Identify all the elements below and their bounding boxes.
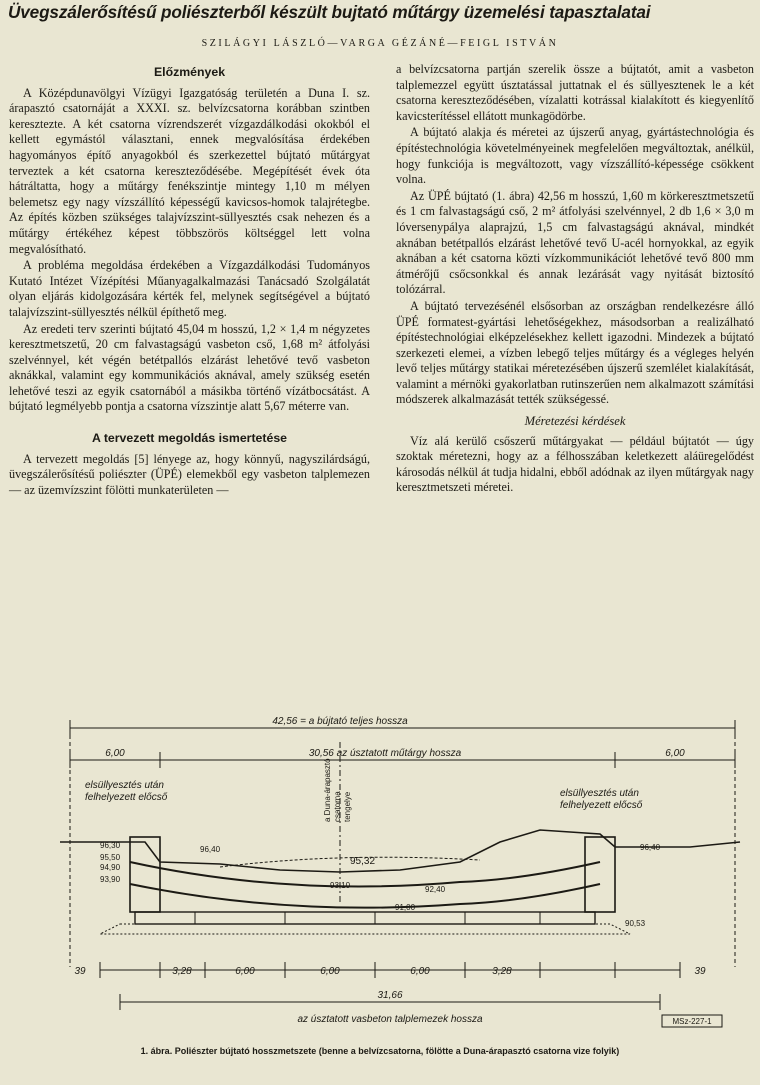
right-shaft [585, 837, 615, 912]
level-9053: 90,53 [625, 919, 646, 928]
paragraph: Az ÜPÉ bújtató (1. ábra) 42,56 m hosszú, 1,60 m körkeresztmetszetű és 1 cm falvastagságú cső, 2 m² átfolyási szelvénnyel, 2 db 1,6 × 3,0 m lóversenypálya alaprajzú, 1,5 cm falvastagságú aknával, mindkét aknában betétpallós elzárást lehetővé tevő U-acél hornyokkal, az egyik aknában a két csatorna közti vízkommunikációt lehetővé tevő 800 mm átmérőjű csőcsonkkal és annak lezárását vagy nyitását biztosító tolózárral. [396, 188, 754, 297]
paragraph: Az eredeti terv szerinti bújtató 45,04 m hosszú, 1,2 × 1,4 m négyzetes keresztmetszetű, 20 cm falvastagságú vasbeton cső, 1,68 m² átfolyási szelvénnyel, két végén betétpallós elzárást lehetővé tevő vasbeton aknákkal, valamint egy kommunikációs aknával, amely szükség esetén lehetővé teszi az egyik csatornából a másikba történő vízátbocsátást. A bújtató legmélyebb pontja a csatorna vízszintje alatt 5,67 méterre van. [9, 321, 370, 414]
paragraph: A probléma megoldása érdekében a Vízgazdálkodási Tudományos Kutató Intézet Vízépítési Műanyagalkalmazási Tanácsadó Szolgálatát olyan eljárás kidolgozására kérték fel, melynek segítségével a bújtató talajvízszint-süllyesztés nélkül építhető meg. [9, 258, 370, 319]
ground-profile [60, 830, 740, 872]
paragraph: a belvízcsatorna partján szerelik össze a bújtatót, amit a vasbeton talplemezzel együtt úsztatással juttatnak el és süllyesztenek le a két csatorna kereszteződésében, vízalatti kotrással kialakított és kiegyenlítő kavicsterítéssel ellátott munkagödörbe. [396, 62, 754, 123]
heading-elozmenyek: Előzmények [153, 65, 226, 79]
level-9390: 93,90 [100, 875, 121, 884]
figure-caption: 1. ábra. Poliészter bújtató hosszmetszete (benne a belvízcsatorna, fölötte a Duna-árapasztó csatorna vize folyik) [140, 1046, 620, 1056]
dim-segment-6: 3,28 [492, 966, 512, 977]
level-9640-right: 96,40 [640, 843, 661, 852]
paragraph: Víz alá kerülő csőszerű műtárgyakat — például bújtatót — úgy szoktak méretezni, hogy az a félhosszában keletkezett aláüregelődést károsodás nélkül át tudja hidalni, ebből adódnak az ilyen műtárgyak nagy keresztmetszeti méretei. [396, 433, 754, 495]
axis-label-3: tengelye [343, 791, 352, 822]
article-title: Üvegszálerősítésű poliészterből készült bujtató műtárgy üzemelési tapasztalatai [8, 2, 651, 22]
dim-segment-5: 6,00 [410, 966, 430, 977]
level-9310: 93,10 [330, 881, 351, 890]
level-9532: 95,32 [350, 856, 376, 867]
label-floated-length: 30,56 az úsztatott műtárgy hossza [308, 748, 462, 759]
base-plate [135, 912, 595, 924]
label-plate-caption: az úsztatott vasbeton talplemezek hossza [297, 1014, 483, 1025]
paragraph: A tervezett megoldás [5] lényege az, hogy könnyű, nagyszilárdságú, üvegszálerősítésű poliészter (ÜPÉ) elemekből egy vasbeton talplemezen — az üzemvízszint fölötti munkaterületen — [9, 451, 370, 497]
label-total-length: 42,56 = a bújtató teljes hossza [272, 716, 408, 727]
authors: SZILÁGYI LÁSZLÓ—VARGA GÉZÁNÉ—FEIGL ISTVÁN [201, 38, 559, 49]
section-drawing [40, 712, 760, 1042]
heading-meretezesi: Méretezési kérdések [524, 414, 626, 429]
paragraph: A bújtató alakja és méretei az újszerű anyag, gyártástechnológia és építéstechnológia követelményeinek megfelelően megváltoztak, anélkül, hogy funkciója is megváltozott, vagy vízszállító-képessége csökkent volna. [396, 125, 754, 187]
level-9490: 94,90 [100, 863, 121, 872]
left-note-line1: elsüllyesztés után [85, 780, 164, 791]
right-column [396, 62, 754, 497]
dim-segment-3: 6,00 [235, 966, 255, 977]
level-9630: 96,30 [100, 841, 121, 850]
label-plate-length: 31,66 [377, 990, 403, 1001]
dim-segment-1: 39 [74, 966, 86, 977]
left-note-line2: felhelyezett előcső [85, 792, 168, 803]
pipe-bottom [130, 884, 600, 908]
heading-megoldas: A tervezett megoldás ismertetése [91, 431, 287, 446]
figure-longitudinal-section [40, 712, 760, 1042]
label-left-end: 6,00 [105, 748, 125, 759]
left-shaft [130, 837, 160, 912]
dim-segment-2: 3,28 [172, 966, 192, 977]
dim-segment-7: 39 [694, 966, 706, 977]
level-9640-left: 96,40 [200, 845, 221, 854]
dim-segment-4: 6,00 [320, 966, 340, 977]
stamp-label: MSz-227-1 [672, 1017, 712, 1026]
left-column [9, 62, 370, 499]
level-9550: 95,50 [100, 853, 121, 862]
paragraph: A bújtató tervezésénél elsősorban az országban rendelkezésre álló ÜPÉ formatest-gyártási lehetőségekhez, másodsorban a realizálható építéstechnológiai elképzelésekhez kellett igazodni. Mindezek a bújtató szerkezeti elemei, a vízben lebegő teljes műtárgy és a végleges helyén levő teljes műtárgy statikai méretezésében újszerű szemlélet kialakítását, valamint a mérnöki gyakorlatban rutinszerűen nem alkalmazott számítási módszerek alkalmazását tették szükségessé. [396, 298, 754, 407]
level-9100: 91,00 [395, 903, 416, 912]
right-note-line2: felhelyezett előcső [560, 800, 643, 811]
right-note-line1: elsüllyesztés után [560, 788, 639, 799]
level-9240: 92,40 [425, 885, 446, 894]
paragraph: A Középdunavölgyi Vízügyi Igazgatóság területén a Duna I. sz. árapasztó csatornáját a XXXI. sz. belvízcsatorna korábban szintben keresztezte. A két csatorna vízrendszerét vízgazdálkodási okokból el kellett egymástól választani, ennek megvalósítása érdekében hagyományos építő anyagokból és szerkezettel bújtató műtárgyat terveztek a két csatorna kereszteződésébe. Megépítését évek óta hátráltatta, hogy a műtárgy fenékszintje mintegy 1,10 m mélyen belemetsz egy nagy vízszállító képességű kavicsos-homok talajrétegbe. Az építés közben szükséges talajvízszint-süllyesztés csak nehezen és a műtárgy értékéhez képest többszörös költséggel lett volna megvalósítható. [9, 85, 370, 256]
gravel-bed [100, 924, 630, 934]
label-right-end: 6,00 [665, 748, 685, 759]
axis-label-1: a Duna-árapasztó [323, 758, 332, 822]
axis-label-2: csatorna [333, 791, 342, 822]
